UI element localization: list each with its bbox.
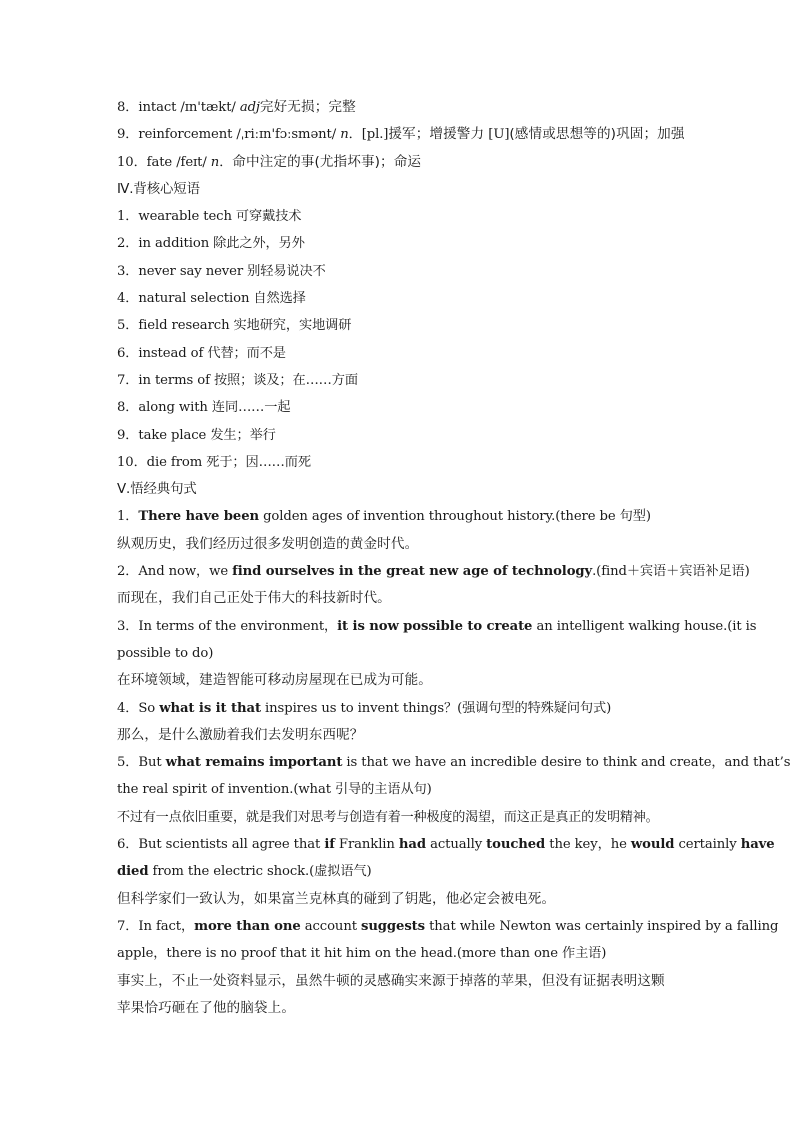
phrase-item: 6．instead of 代替；而不是 (117, 345, 286, 361)
sentence-3-en-cont: possible to do) (117, 645, 214, 661)
sentence-1-en: 1．There have been golden ages of invention throughout history.(there be 句型) (117, 509, 651, 525)
phrase-item: 10．die from 死于；因……而死 (117, 454, 311, 470)
phrase-item: 7．in terms of 按照；谈及；在……方面 (117, 372, 358, 388)
sentence-6-en-cont: died from the electric shock.(虚拟语气) (117, 864, 372, 880)
phrase-item: 9．take place 发生；举行 (117, 427, 276, 443)
sentence-4-zh: 那么，是什么激励着我们去发明东西呢？ (117, 726, 364, 743)
section-heading-sentences: Ⅴ.悟经典句式 (117, 482, 197, 498)
sentence-1-zh: 纵观历史，我们经历过很多发明创造的黄金时代。 (117, 535, 419, 552)
sentence-6-zh: 但科学家们一致认为，如果富兰克林真的碰到了钥匙，他必定会被电死。 (117, 890, 556, 907)
vocab-item-9: 9．reinforcement /ˌriːɪn'fɔːsmənt/ n．[pl.]援军；增援警力 [U](感情或思想等的)巩固；加强 (117, 126, 685, 143)
vocab-item-10: 10．fate /feɪt/ n．命中注定的事(尤指坏事)；命运 (117, 153, 422, 170)
sentence-3-zh: 在环境领域，建造智能可移动房屋现在已成为可能。 (117, 672, 432, 689)
sentence-5-en: 5．But what remains important is that we have an incredible desire to think and create，and that’s (117, 755, 791, 771)
phrase-item: 4．natural selection 自然选择 (117, 291, 306, 307)
sentence-7-en: 7．In fact，more than one account suggests that while Newton was certainly inspired by a falling (117, 918, 779, 934)
sentence-5-en-cont: the real spirit of invention.(what 引导的主语从句) (117, 782, 432, 798)
phrase-item: 8．along with 连同……一起 (117, 400, 291, 416)
sentence-7-zh-cont: 苹果恰巧砸在了他的脑袋上。 (117, 999, 296, 1016)
sentence-3-en: 3．In terms of the environment，it is now possible to create an intelligent walking house.(it is (117, 618, 757, 634)
sentence-2-en: 2．And now，we find ourselves in the great new age of technology.(find＋宾语＋宾语补足语) (117, 564, 750, 580)
sentence-7-zh: 事实上，不止一处资料显示，虽然牛顿的灵感确实来源于掉落的苹果，但没有证据表明这颗 (117, 972, 665, 989)
phrase-item: 2．in addition 除此之外，另外 (117, 236, 305, 252)
section-heading-phrases: Ⅳ.背核心短语 (117, 181, 200, 197)
sentence-6-en: 6．But scientists all agree that if Franklin had actually touched the key，he would certainly have (117, 837, 775, 853)
phrase-item: 3．never say never 别轻易说决不 (117, 263, 326, 279)
sentence-4-en: 4．So what is it that inspires us to invent things？(强调句型的特殊疑问句式) (117, 700, 612, 716)
sentence-7-en-cont: apple，there is no proof that it hit him on the head.(more than one 作主语) (117, 946, 607, 962)
phrase-item: 1．wearable tech 可穿戴技术 (117, 209, 302, 225)
vocab-item-8: 8．intact /ɪn'tækt/ adj完好无损；完整 (117, 99, 356, 115)
sentence-2-zh: 而现在，我们自己正处于伟大的科技新时代。 (117, 590, 391, 607)
phrase-item: 5．field research 实地研究，实地调研 (117, 318, 352, 334)
sentence-5-zh: 不过有一点依旧重要，就是我们对思考与创造有着一种极度的渴望，而这正是真正的发明精神。 (117, 809, 659, 825)
